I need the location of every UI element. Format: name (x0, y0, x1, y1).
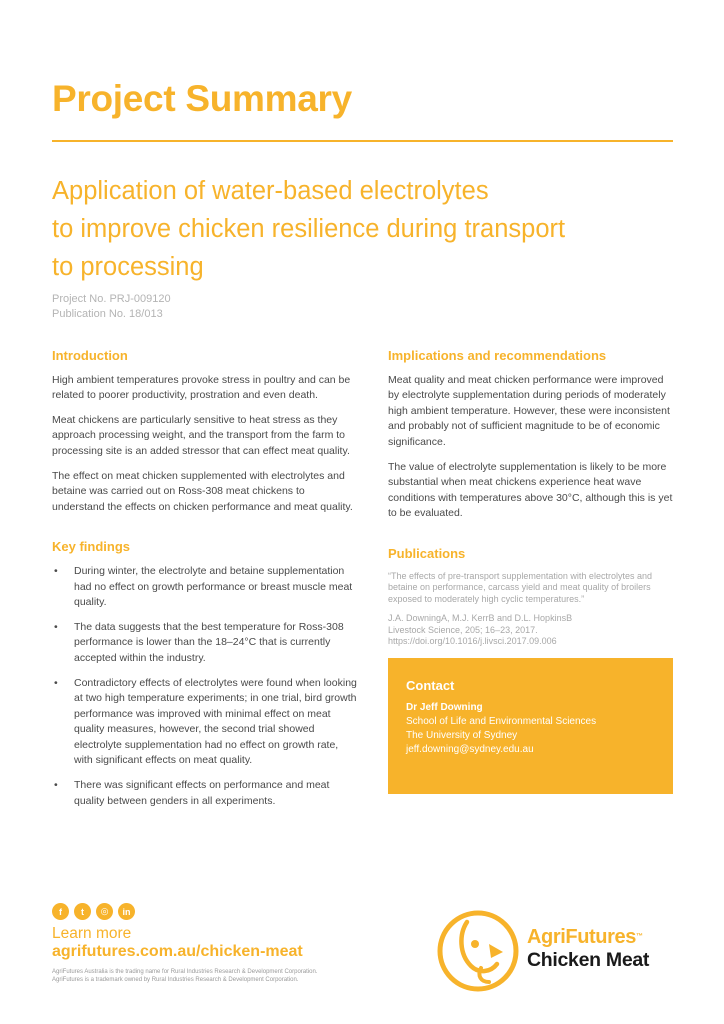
facebook-icon[interactable]: f (52, 903, 69, 920)
bullet: • (54, 779, 58, 792)
document-title-line: Application of water-based electrolytes (52, 177, 489, 205)
publication-doi-link[interactable]: https://doi.org/10.1016/j.livsci.2017.09.006 (388, 636, 557, 647)
linkedin-icon[interactable]: in (118, 903, 135, 920)
finding-text: The data suggests that the best temperature for Ross-308 performance is lower than the 18–24°C that is currently accepted within the industry. (74, 620, 344, 664)
bullet: • (54, 620, 58, 633)
list-item (52, 620, 358, 667)
introduction-paragraph: High ambient temperatures provoke stress in poultry and can be related to poorer productivity, prostration and even death. (52, 373, 351, 402)
key-findings-list (52, 564, 358, 809)
implications-heading: Implications and recommendations (388, 348, 607, 363)
website-link[interactable]: agrifutures.com.au/chicken-meat (52, 943, 303, 960)
key-findings-section (52, 539, 358, 809)
fine-print (52, 968, 317, 984)
implications-paragraph: The value of electrolyte supplementation is likely to be more substantial when meat chickens experience heat wave conditions with temperatures above 30°C, although this is yet to be evaluated. (388, 460, 673, 520)
logo-brand-text: AgriFutures (527, 926, 636, 948)
key-findings-heading: Key findings (52, 539, 131, 555)
left-column (52, 348, 358, 833)
fine-print-line: AgriFutures is a trademark owned by Rural Industries Research & Development Corporation. (52, 977, 299, 983)
implications-section (388, 348, 673, 522)
introduction-paragraph: Meat chickens are particularly sensitive to heat stress as they approach processing weight, and the transport from the farm to processing site is an added stressor that can effect meat quality. (52, 413, 350, 457)
logo-trademark: ™ (635, 933, 643, 940)
publication-title: “The effects of pre-transport supplementation with electrolytes and betaine on performance, carcass yield and meat quality of broilers exposed to moderately high cyclic temperatures.” (388, 570, 652, 604)
finding-text: During winter, the electrolyte and betaine supplementation had no effect on growth performance or breast muscle meat quality. (74, 564, 353, 609)
contact-box (388, 658, 673, 794)
contact-school: School of Life and Environmental Sciences (406, 716, 597, 727)
agrifutures-logo (527, 926, 649, 972)
fine-print-line: AgriFutures Australia is the trading name for Rural Industries Research & Development Corporation. (52, 969, 318, 975)
chicken-logo-icon (437, 910, 519, 992)
document-title-line: to processing (52, 253, 204, 281)
document-title (52, 172, 672, 286)
page-title: Project Summary (52, 78, 352, 119)
bullet: • (54, 564, 58, 577)
logo-brand (527, 926, 649, 948)
twitter-icon[interactable]: t (74, 903, 91, 920)
project-meta (52, 292, 171, 322)
bullet: • (54, 676, 58, 689)
publication-journal: Livestock Science, 205; 16–23, 2017. (388, 624, 538, 635)
introduction-heading: Introduction (52, 348, 128, 363)
list-item (52, 564, 358, 611)
contact-heading: Contact (406, 678, 455, 693)
list-item (52, 676, 358, 770)
finding-text: There was significant effects on performance and meat quality between genders in all experiments. (74, 779, 330, 807)
logo-product: Chicken Meat (527, 949, 650, 971)
publications-heading: Publications (388, 545, 466, 561)
publication-authors: J.A. DowningA, M.J. KerrB and D.L. HopkinsB (388, 613, 573, 624)
finding-text: Contradictory effects of electrolytes were found when looking at two high temperature experiments; in one trial, bird growth performance was improved with minimal effect on meat quality measures, however, the second trial showed electrolyte supplementation had no effect on growth rate, with significant effects on meat quality. (74, 676, 357, 767)
contact-university: The University of Sydney (406, 730, 518, 741)
right-column (388, 348, 673, 672)
document-title-line: to improve chicken resilience during transport (52, 215, 566, 243)
publications-section (388, 546, 673, 648)
introduction-section (52, 348, 358, 515)
contact-email-link[interactable]: jeff.downing@sydney.edu.au (406, 744, 534, 755)
project-number: Project No. PRJ-009120 (52, 293, 171, 305)
publication-number: Publication No. 18/013 (52, 308, 163, 320)
contact-name: Dr Jeff Downing (406, 702, 483, 713)
social-links (52, 903, 135, 920)
instagram-icon[interactable]: ◎ (96, 903, 113, 920)
list-item (52, 778, 358, 809)
implications-paragraph: Meat quality and meat chicken performance were improved by electrolyte supplementation during periods of moderately high ambient temperature. However, these were inconsistent and probably not of sufficient magnitude to be of economic significance. (388, 373, 670, 448)
learn-more-label: Learn more (52, 925, 132, 942)
introduction-paragraph: The effect on meat chicken supplemented with electrolytes and betaine was carried out on Ross-308 meat chickens to understand the effects on chicken performance and meat quality. (52, 469, 353, 513)
title-divider (52, 140, 673, 142)
